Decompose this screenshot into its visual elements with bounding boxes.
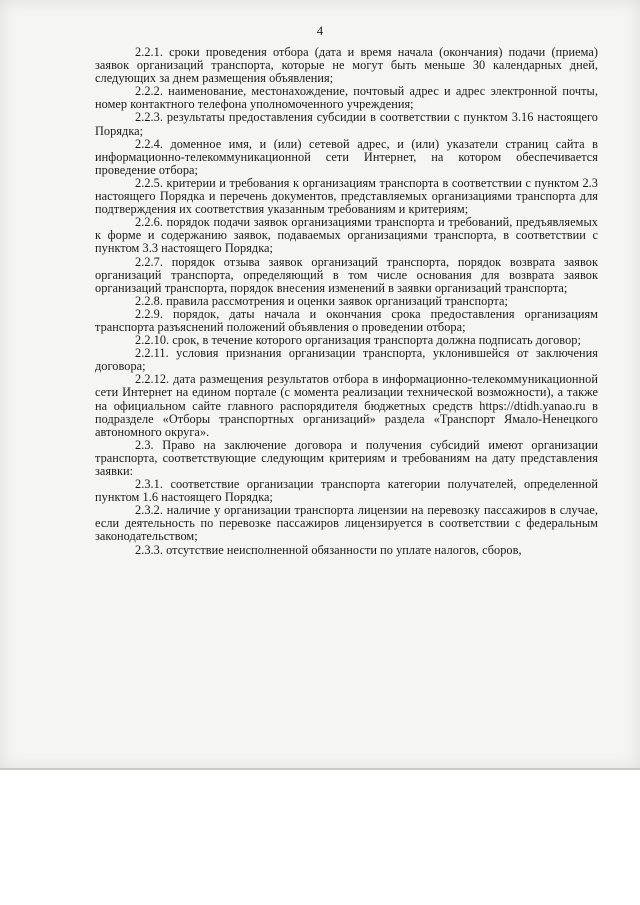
paragraph-2-2-7: 2.2.7. порядок отзыва заявок организаций транспорта, порядок возврата заявок организаций транспорта, определяющий в том числе основания для возврата заявок организаций транспорта, порядок внесения изменений в заявки организаций транспорта;	[95, 254, 598, 295]
paragraph-2-2-9: 2.2.9. порядок, даты начала и окончания срока предоставления организациям транспорта разъяснений положений объявления о проведении отбора;	[95, 306, 598, 334]
paragraph-2-3: 2.3. Право на заключение договора и получения субсидий имеют организации транспорта, соответствующие следующим критериям и требованиям на дату представления заявки:	[95, 437, 598, 478]
paragraph-2-2-2: 2.2.2. наименование, местонахождение, почтовый адрес и адрес электронной почты, номер контактного телефона уполномоченного учреждения;	[95, 84, 598, 112]
document-body	[95, 46, 598, 557]
paragraph-2-2-4: 2.2.4. доменное имя, и (или) сетевой адрес, и (или) указатели страниц сайта в информационно-телекоммуникационной сети Интернет, на котором обеспечивается проведение отбора;	[95, 136, 598, 177]
paragraph-2-2-8: 2.2.8. правила рассмотрения и оценки заявок организаций транспорта;	[135, 293, 508, 308]
paragraph-2-2-5: 2.2.5. критерии и требования к организациям транспорта в соответствии с пунктом 2.3 настоящего Порядка и перечень документов, представляемых организациями транспорта для подтверждения их соответствия указанным требованиям и критериям;	[95, 175, 598, 217]
paragraph-2-2-12: 2.2.12. дата размещения результатов отбора в информационно-телекоммуникационной сети Интернет на едином портале (с момента реализации технической возможности), а также на официальном сайте главного распорядителя бюджетных средств https://dtidh.yanao.ru в подразделе «Отборы транспортных организаций» раздела «Транспорт Ямало-Ненецкого автономного округа».	[95, 372, 598, 439]
paragraph-2-2-1: 2.2.1. сроки проведения отбора (дата и время начала (окончания) подачи (приема) заявок организаций транспорта, которые не могут быть меньше 30 календарных дней, следующих за днем размещения объявления;	[95, 45, 598, 86]
paragraph-2-3-3: 2.3.3. отсутствие неисполненной обязанности по уплате налогов, сборов,	[135, 542, 522, 557]
paragraph-2-3-2: 2.3.2. наличие у организации транспорта лицензии на перевозку пассажиров в случае, если деятельность по перевозке пассажиров лицензируется в соответствии с федеральным законодательством;	[95, 503, 598, 544]
paragraph-2-2-3: 2.2.3. результаты предоставления субсидии в соответствии с пунктом 3.16 настоящего Порядка;	[95, 110, 598, 138]
page-number: 4	[316, 24, 324, 38]
paragraph-2-3-1: 2.3.1. соответствие организации транспорта категории получателей, определенной пунктом 1.6 настоящего Порядка;	[95, 477, 598, 505]
paragraph-2-2-10: 2.2.10. срок, в течение которого организация транспорта должна подписать договор;	[135, 333, 581, 348]
paragraph-2-2-11: 2.2.11. условия признания организации транспорта, уклонившейся от заключения договора;	[95, 346, 598, 374]
paragraph-2-2-6: 2.2.6. порядок подачи заявок организациями транспорта и требований, предъявляемых к форме и содержанию заявок, подаваемых организациями транспорта, в соответствии с пунктом 3.3 настоящего Порядка;	[95, 215, 598, 256]
